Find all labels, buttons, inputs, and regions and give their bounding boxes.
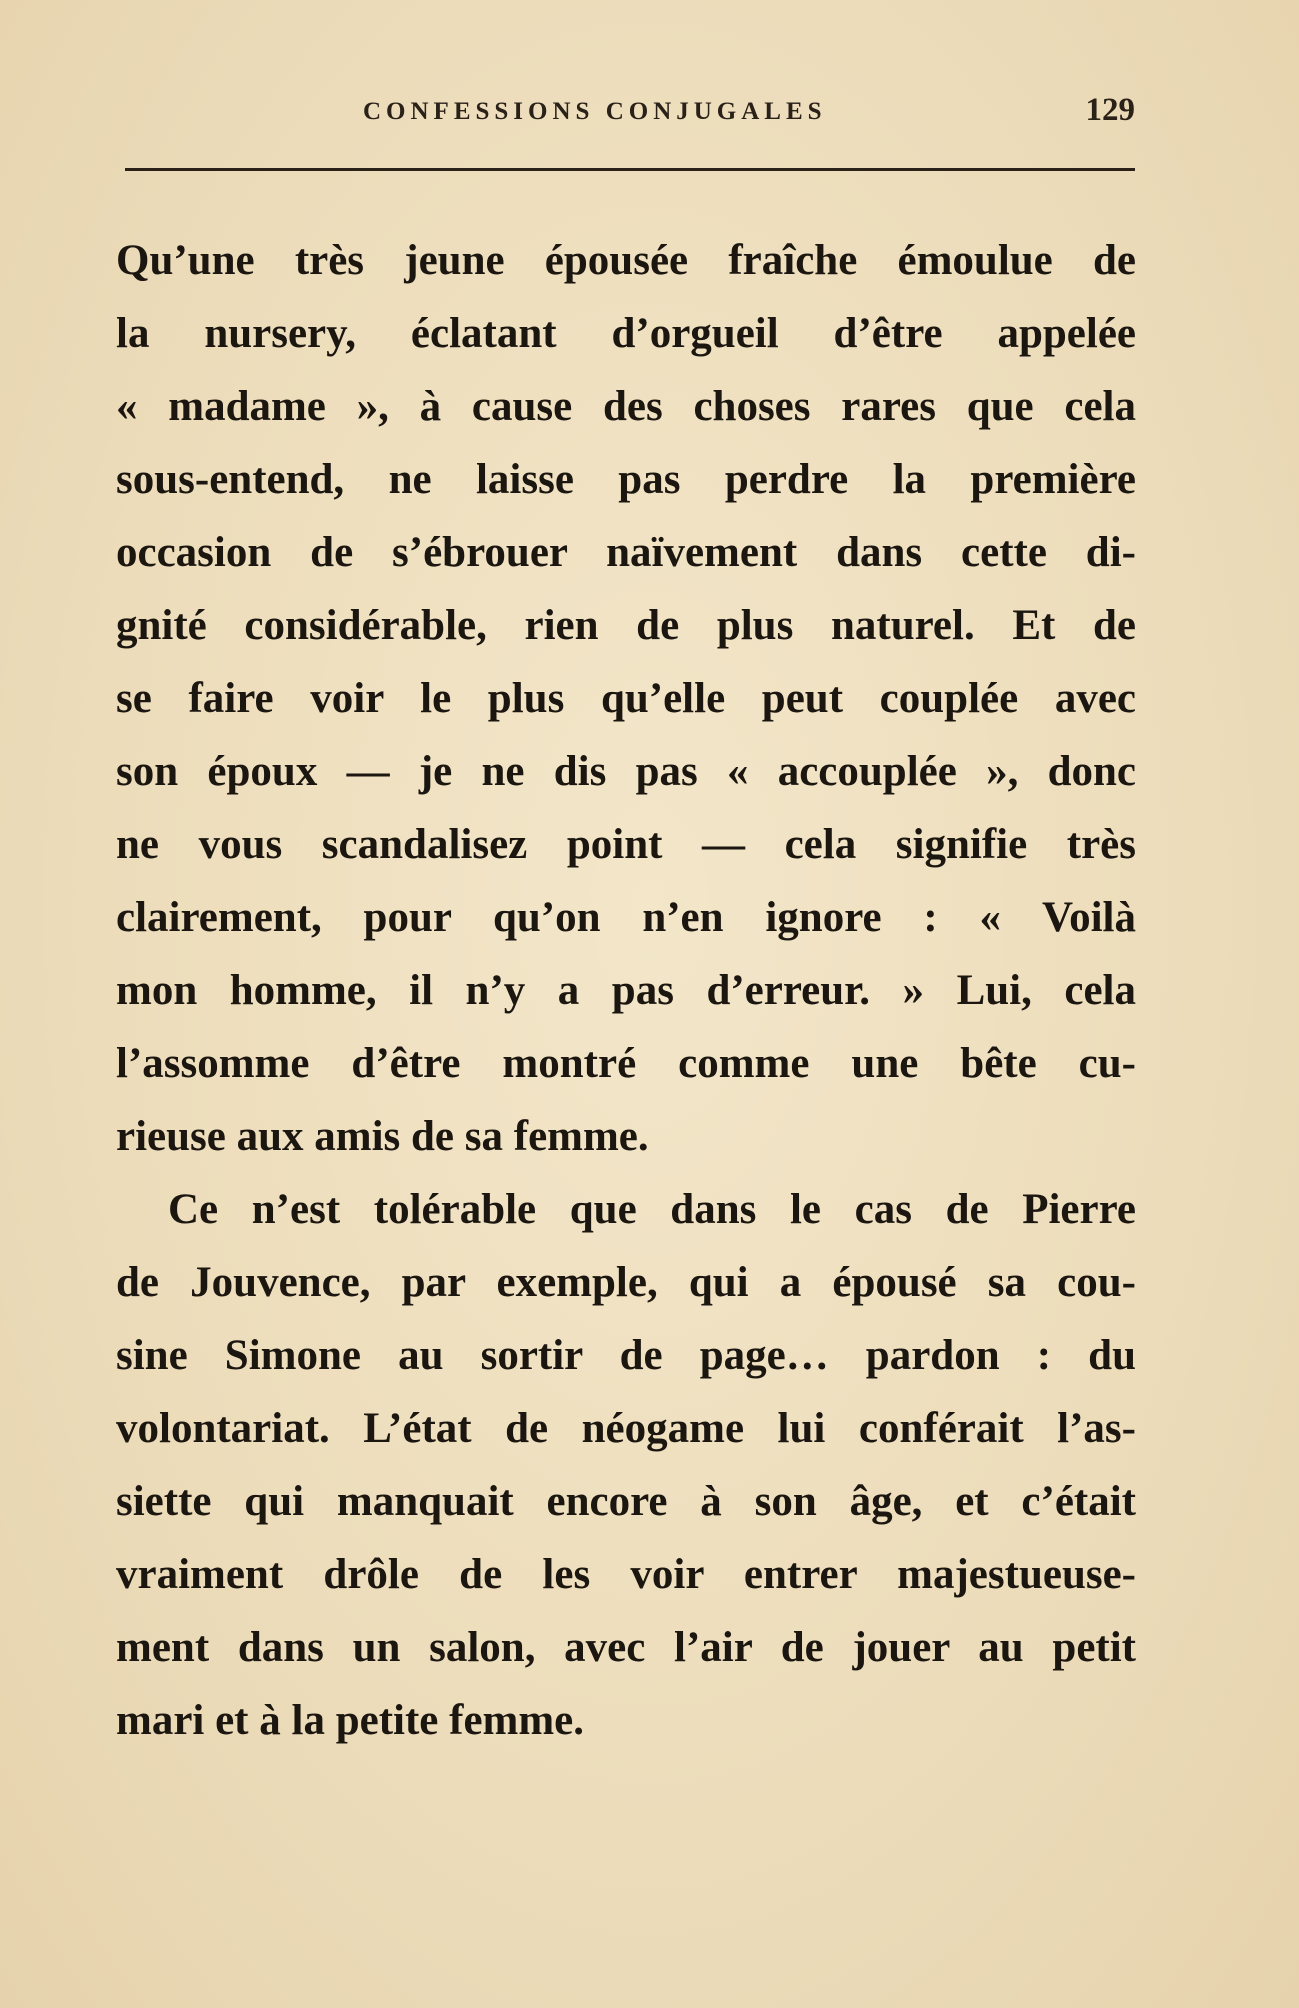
text-line: se faire voir le plus qu’elle peut couplée avec <box>116 675 1136 722</box>
text-line: mon homme, il n’y a pas d’erreur. » Lui, cela <box>116 967 1136 1014</box>
text-line: « madame », à cause des choses rares que cela <box>116 383 1136 430</box>
running-title: CONFESSIONS CONJUGALES <box>363 98 827 125</box>
paragraph-2 <box>116 1173 1136 1757</box>
paragraph-1 <box>116 224 1136 1173</box>
text-line: sine Simone au sortir de page… pardon : du <box>116 1332 1136 1379</box>
text-line: sous-entend, ne laisse pas perdre la première <box>116 456 1136 503</box>
text-line: gnité considérable, rien de plus naturel. Et de <box>116 602 1136 649</box>
running-head <box>125 92 1135 138</box>
page-number: 129 <box>1085 92 1135 128</box>
text-line: son époux — je ne dis pas « accouplée », donc <box>116 748 1136 795</box>
text-line: la nursery, éclatant d’orgueil d’être appelée <box>116 310 1136 357</box>
text-line: Ce n’est tolérable que dans le cas de Pierre <box>168 1186 1136 1233</box>
text-line: siette qui manquait encore à son âge, et c’était <box>116 1478 1136 1525</box>
text-line: l’assomme d’être montré comme une bête cu- <box>116 1040 1136 1087</box>
text-line: volontariat. L’état de néogame lui conférait l’as- <box>116 1405 1136 1452</box>
text-line: occasion de s’ébrouer naïvement dans cette di- <box>116 529 1136 576</box>
text-line: mari et à la petite femme. <box>116 1697 585 1744</box>
header-rule <box>125 168 1135 171</box>
text-line: ment dans un salon, avec l’air de jouer au petit <box>116 1624 1136 1671</box>
text-line: clairement, pour qu’on n’en ignore : « Voilà <box>116 894 1136 941</box>
text-line: rieuse aux amis de sa femme. <box>116 1113 649 1160</box>
text-line: vraiment drôle de les voir entrer majestueuse- <box>116 1551 1136 1598</box>
body-text <box>116 224 1136 1757</box>
text-line: Qu’une très jeune épousée fraîche émoulue de <box>116 237 1136 284</box>
text-line: ne vous scandalisez point — cela signifie très <box>116 821 1136 868</box>
text-line: de Jouvence, par exemple, qui a épousé sa cou- <box>116 1259 1136 1306</box>
